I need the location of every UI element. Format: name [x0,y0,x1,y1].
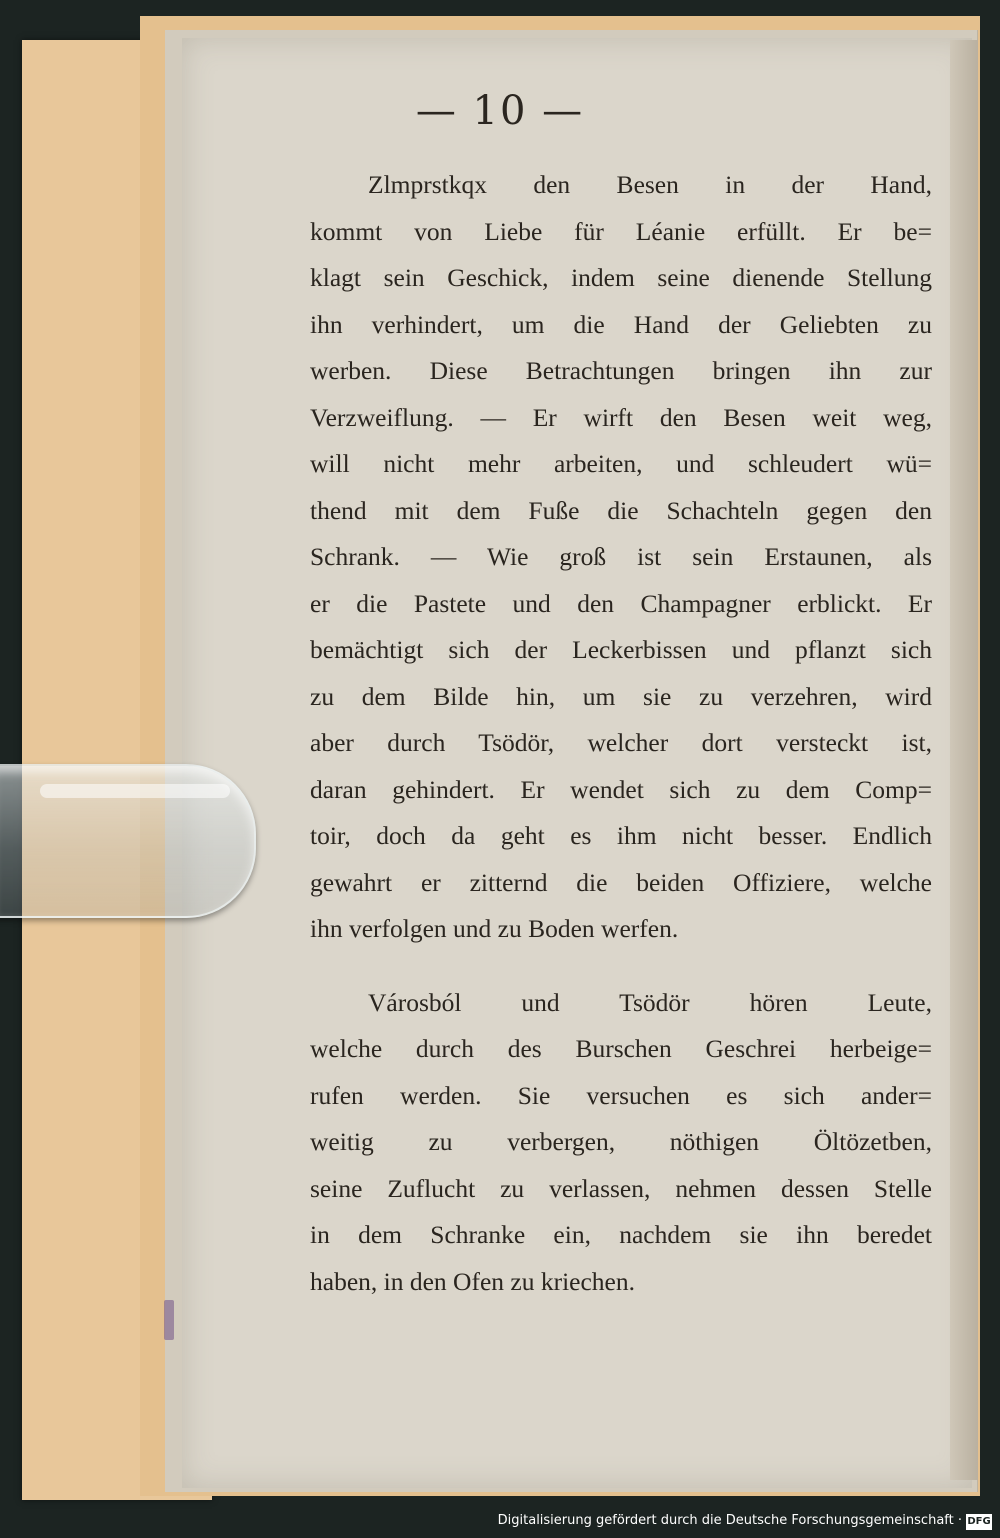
text-line: rufen werden. Sie versuchen es sich ander= [310,1080,932,1110]
text-line: ihn verfolgen und zu Boden werfen. [310,914,679,943]
text-line: Verzweiflung. — Er wirft den Besen weit weg, [310,402,932,432]
page-number: — 10 — [415,88,585,134]
page-edge [950,40,978,1480]
text-line: Schrank. — Wie groß ist sein Erstaunen, als [310,542,932,571]
text-line: ihn verhindert, um die Hand der Geliebten zu [310,309,932,339]
text-line: zu dem Bilde hin, um sie zu verzehren, wird [310,681,932,711]
text-line: er die Pastete und den Champagner erblickt. Er [310,588,932,618]
paragraph-2 [310,980,932,1306]
text-line: welche durch des Burschen Geschrei herbeige= [310,1034,932,1063]
text-line: weitig zu verbergen, nöthigen Öltözetben, [310,1127,932,1156]
text-line: daran gehindert. Er wendet sich zu dem Comp= [310,774,932,804]
text-line: klagt sein Geschick, indem seine dienende Stellung [310,263,932,292]
text-line: bemächtigt sich der Leckerbissen und pflanzt sich [310,635,932,664]
text-line: aber durch Tsödör, welcher dort versteckt ist, [310,728,932,757]
paragraph-1 [310,162,932,953]
dfg-logo: DFG [966,1514,992,1530]
text-line: Zlmprstkqx den Besen in der Hand, [368,170,932,199]
digitization-credit: Digitalisierung gefördert durch die Deutsche Forschungsgemeinschaft · [497,1513,962,1528]
text-line: gewahrt er zitternd die beiden Offiziere, welche [310,867,932,897]
clip-highlight [40,784,230,798]
page-text [310,162,932,1305]
text-line: toir, doch da geht es ihm nicht besser. Endlich [310,821,932,850]
text-line: Városból und Tsödör hören Leute, [368,987,932,1017]
text-line: seine Zuflucht zu verlassen, nehmen dessen Stelle [310,1173,932,1203]
text-line: kommt von Liebe für Léanie erfüllt. Er be= [310,216,932,246]
text-line: will nicht mehr arbeiten, und schleudert wü= [310,449,932,478]
text-line: in dem Schranke ein, nachdem sie ihn beredet [310,1220,932,1249]
library-stamp-mark [164,1300,174,1340]
text-line: haben, in den Ofen zu kriechen. [310,1266,635,1296]
text-line: thend mit dem Fuße die Schachteln gegen den [310,495,932,525]
text-line: werben. Diese Betrachtungen bringen ihn zur [310,356,932,385]
